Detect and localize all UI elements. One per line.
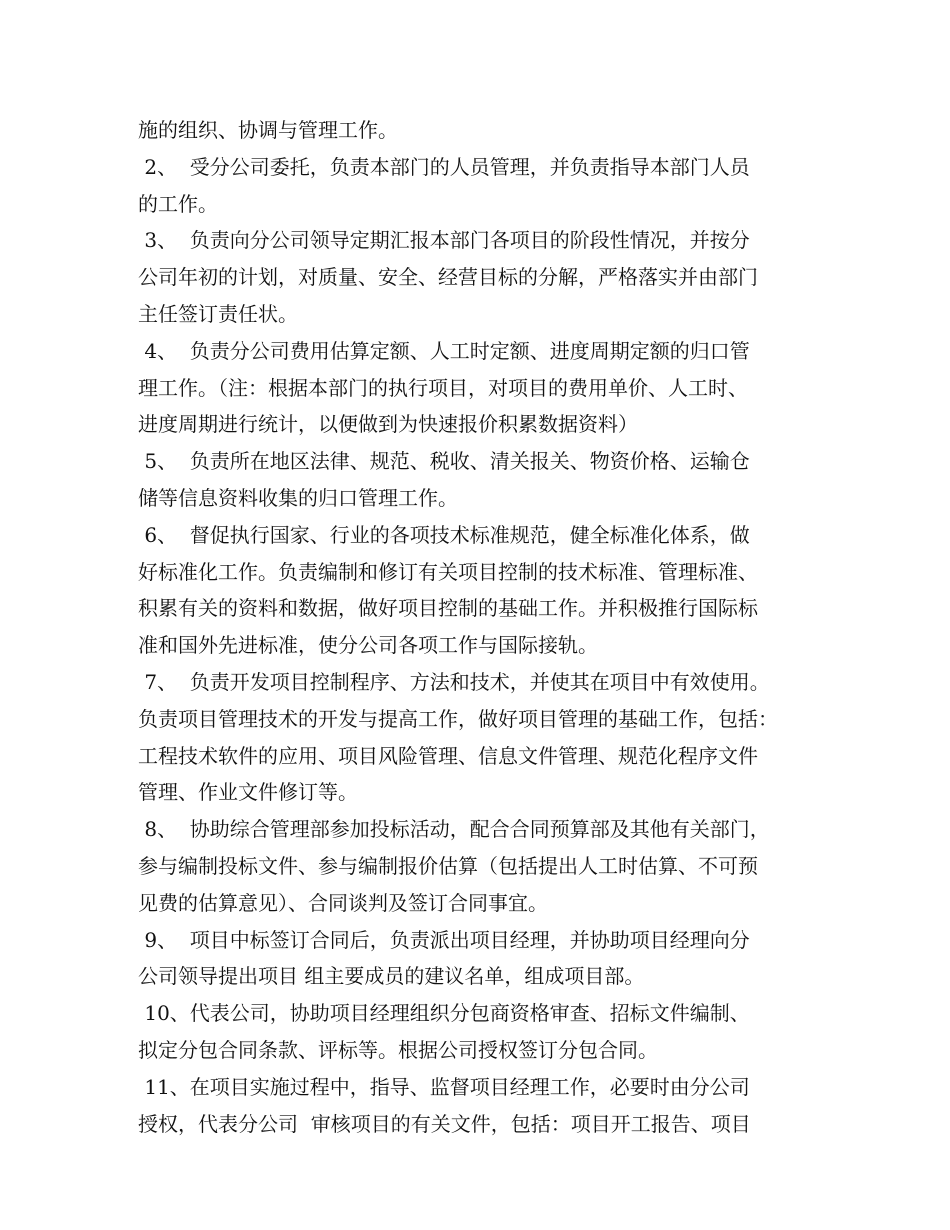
text-line: 11、在项目实施过程中，指导、监督项目经理工作，必要时由分公司: [138, 1074, 750, 1099]
text-line: 好标准化工作。负责编制和修订有关项目控制的技术标准、管理标准、: [138, 559, 758, 584]
text-line: 管理、作业文件修订等。: [138, 780, 358, 805]
text-line: 工程技术软件的应用、项目风险管理、信息文件管理、规范化程序文件: [138, 743, 758, 768]
text-line: 3、 负责向分公司领导定期汇报本部门各项目的阶段性情况，并按分: [138, 228, 750, 253]
text-line: 的工作。: [138, 191, 218, 216]
text-line: 负责项目管理技术的开发与提高工作，做好项目管理的基础工作，包括：: [138, 706, 778, 731]
text-line: 见费的估算意见）、合同谈判及签订合同事宜。: [138, 890, 548, 915]
text-line: 拟定分包合同条款、评标等。根据公司授权签订分包合同。: [138, 1037, 658, 1062]
document-body: [138, 112, 838, 1142]
text-line: 授权，代表分公司 审核项目的有关文件，包括：项目开工报告、项目: [138, 1111, 751, 1136]
text-line: 理工作。（注：根据本部门的执行项目，对项目的费用单价、人工时、: [138, 375, 748, 400]
text-line: 6、 督促执行国家、行业的各项技术标准规范，健全标准化体系，做: [138, 522, 750, 547]
text-line: 公司领导提出项目 组主要成员的建议名单，组成项目部。: [138, 964, 645, 989]
text-line: 施的组织、协调与管理工作。: [138, 118, 398, 142]
text-line: 5、 负责所在地区法律、规范、税收、清关报关、物资价格、运输仓: [138, 449, 750, 474]
text-line: 公司年初的计划，对质量、安全、经营目标的分解，严格落实并由部门: [138, 265, 758, 290]
text-line: 9、 项目中标签订合同后，负责派出项目经理，并协助项目经理向分: [138, 927, 750, 952]
text-line: 4、 负责分公司费用估算定额、人工时定额、进度周期定额的归口管: [138, 338, 750, 363]
text-line: 主任签订责任状。: [138, 301, 298, 326]
text-line: 2、 受分公司委托，负责本部门的人员管理，并负责指导本部门人员: [138, 154, 750, 179]
text-line: 10、代表公司，协助项目经理组织分包商资格审查、招标文件编制、: [138, 1001, 750, 1026]
text-line: 8、 协助综合管理部参加投标活动，配合合同预算部及其他有关部门，: [138, 817, 770, 842]
text-line: 积累有关的资料和数据，做好项目控制的基础工作。并积极推行国际标: [138, 596, 758, 621]
text-line: 准和国外先进标准，使分公司各项工作与国际接轨。: [138, 633, 598, 658]
text-line: 7、 负责开发项目控制程序、方法和技术，并使其在项目中有效使用。: [138, 669, 770, 694]
text-line: 进度周期进行统计，以便做到为快速报价积累数据资料）: [138, 412, 638, 437]
text-line: 储等信息资料收集的归口管理工作。: [138, 485, 458, 510]
text-line: 参与编制投标文件、参与编制报价估算（包括提出人工时估算、不可预: [138, 853, 758, 878]
